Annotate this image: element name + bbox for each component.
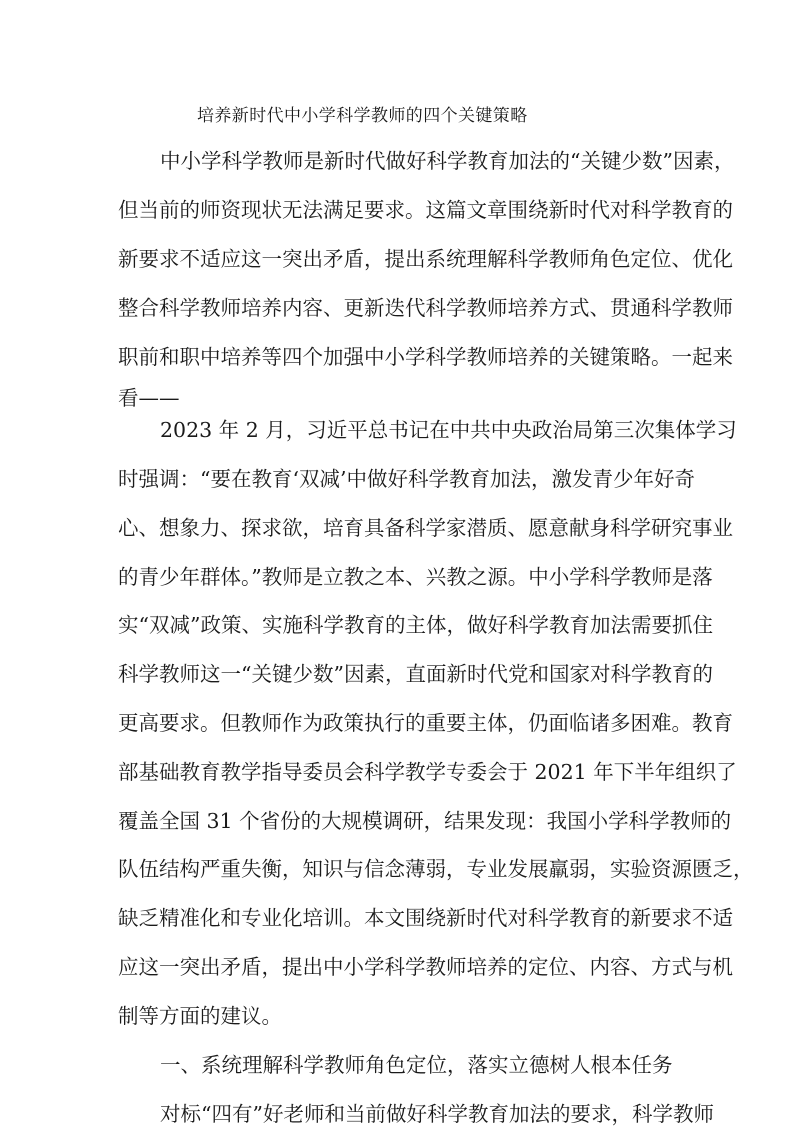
paragraph-line: 更高要求。但教师作为政策执行的重要主体，仍面临诸多困难。教育 (118, 711, 733, 735)
paragraph-line: 2023 年 2 月，习近平总书记在中共中央政治局第三次集体学习 (160, 418, 737, 442)
paragraph-line: 应这一突出矛盾，提出中小学科学教师培养的定位、内容、方式与机 (118, 955, 733, 979)
paragraph-line: 时强调：“要在教育‘双减’中做好科学教育加法，激发青少年好奇 (118, 467, 696, 491)
paragraph-line: 对标“四有”好老师和当前做好科学教育加法的要求，科学教师 (160, 1102, 714, 1126)
paragraph-line: 但当前的师资现状无法满足要求。这篇文章围绕新时代对科学教育的 (118, 198, 733, 222)
paragraph-line: 整合科学教师培养内容、更新迭代科学教师培养方式、贯通科学教师 (118, 296, 733, 320)
paragraph-line: 缺乏精准化和专业化培训。本文围绕新时代对科学教育的新要求不适 (118, 906, 733, 930)
document-title: 培养新时代中小学科学教师的四个关键策略 (197, 106, 528, 126)
paragraph-line: 新要求不适应这一突出矛盾，提出系统理解科学教师角色定位、优化 (118, 247, 733, 271)
section-heading: 一、系统理解科学教师角色定位，落实立德树人根本任务 (160, 1053, 673, 1077)
paragraph-line: 队伍结构严重失衡，知识与信念薄弱，专业发展羸弱，实验资源匮乏， (118, 857, 754, 881)
paragraph-line: 的青少年群体。”教师是立教之本、兴教之源。中小学科学教师是落 (118, 565, 713, 589)
paragraph-line: 中小学科学教师是新时代做好科学教育加法的“关键少数”因素， (160, 149, 735, 173)
paragraph-line: 看—— (118, 386, 180, 410)
paragraph-line: 部基础教育教学指导委员会科学教学专委会于 2021 年下半年组织了 (118, 760, 737, 784)
paragraph-line: 科学教师这一“关键少数”因素，直面新时代党和国家对科学教育的 (118, 662, 713, 686)
paragraph-line: 职前和职中培养等四个加强中小学科学教师培养的关键策略。一起来 (118, 345, 733, 369)
paragraph-line: 实“双减”政策、实施科学教育的主体，做好科学教育加法需要抓住 (118, 613, 713, 637)
paragraph-line: 覆盖全国 31 个省份的大规模调研，结果发现：我国小学科学教师的 (118, 809, 732, 833)
paragraph-line: 心、想象力、探求欲，培育具备科学家潜质、愿意献身科学研究事业 (118, 516, 733, 540)
paragraph-line: 制等方面的建议。 (118, 1004, 282, 1028)
